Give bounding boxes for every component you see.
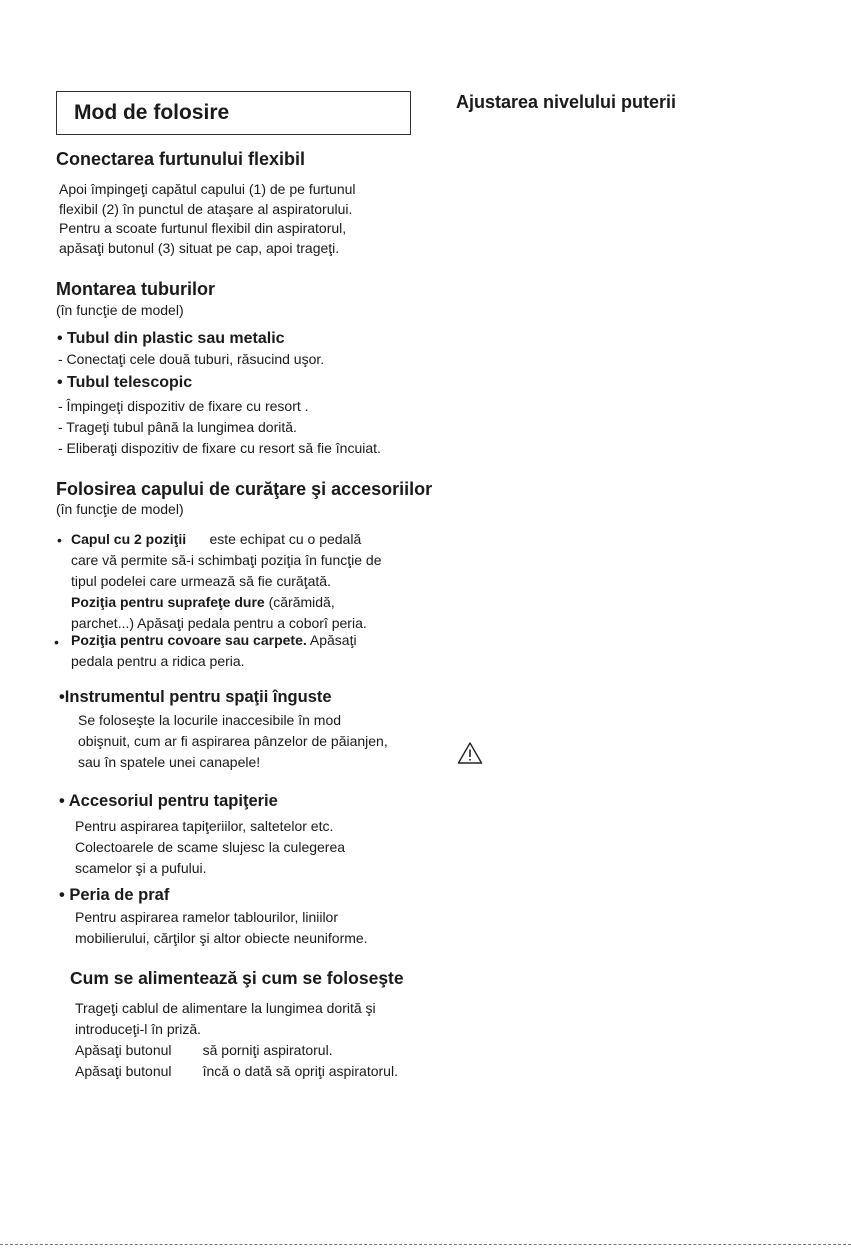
telescopic-list	[58, 396, 381, 459]
upholstery-heading: • Accesoriul pentru tapiţerie	[59, 792, 278, 810]
hard-rest: (cărămidă,	[264, 594, 335, 610]
bottom-divider	[0, 1244, 851, 1245]
dust-brush-paragraph	[75, 907, 368, 949]
hose-heading: Conectarea furtunului flexibil	[56, 149, 306, 169]
hose-line: Apoi împingeţi capătul capului (1) de pe furtunul	[59, 181, 356, 197]
dust-brush-line: Pentru aspirarea ramelor tablourilor, liniilor	[75, 909, 339, 925]
head-line: tipul podelei care urmează să fie curăţată.	[71, 573, 331, 589]
telescopic-line: - Trageţi tubul până la lungimea dorită.	[58, 419, 297, 435]
plastic-tube-heading: • Tubul din plastic sau metalic	[57, 330, 285, 347]
upholstery-line: scamelor şi a pufului.	[75, 860, 207, 876]
crevice-heading: •Instrumentul pentru spaţii înguste	[59, 688, 332, 706]
tubes-subtitle: (în funcţie de model)	[56, 302, 184, 318]
hard-bold: Poziţia pentru suprafeţe dure	[71, 594, 265, 610]
dust-brush-line: mobilierului, cărţilor şi altor obiecte neuniforme.	[75, 930, 368, 946]
head-line-1	[71, 529, 381, 550]
bullet-dot: •	[57, 532, 62, 548]
hose-paragraph	[59, 180, 356, 258]
power-line: introduceţi-l în priză.	[75, 1021, 202, 1037]
hard-line-1	[71, 592, 381, 613]
crevice-line: obişnuit, cum ar fi aspirarea pânzelor de păianjen,	[78, 733, 388, 749]
upholstery-paragraph	[75, 816, 345, 879]
hose-line: flexibil (2) în punctul de ataşare al aspiratorului.	[59, 200, 353, 217]
head-line: care vă permite să-i schimbaţi poziţia în funcţie de	[71, 552, 382, 568]
upholstery-line: Colectoarele de scame slujesc la culegerea	[75, 839, 346, 855]
tubes-heading: Montarea tuburilor	[56, 279, 216, 299]
accessories-heading: Folosirea capului de curăţare şi accesoriilor	[56, 479, 433, 499]
page-title: Mod de folosire	[74, 101, 230, 124]
accessories-subtitle: (în funcţie de model)	[56, 501, 184, 517]
power-heading: Cum se alimentează şi cum se foloseşte	[70, 968, 404, 988]
carpet-line-2: pedala pentru a ridica peria.	[71, 653, 245, 669]
telescopic-line: - Eliberaţi dispozitiv de fixare cu resort să fie încuiat.	[58, 440, 381, 456]
carpet-bold: Poziţia pentru covoare sau carpete.	[71, 632, 307, 648]
head-paragraph	[71, 529, 381, 634]
dust-brush-heading: • Peria de praf	[59, 886, 170, 904]
upholstery-line: Pentru aspirarea tapiţeriilor, saltetelor etc.	[75, 818, 334, 834]
head-bold: Capul cu 2 poziţii	[71, 531, 187, 547]
plastic-tube-line: - Conectaţi cele două tuburi, răsucind uşor.	[58, 351, 325, 367]
head-rest: este echipat cu o pedală	[186, 531, 362, 547]
crevice-line: Se foloseşte la locurile inaccesibile în mod	[78, 712, 342, 728]
carpet-line-1	[71, 630, 357, 651]
title-box	[56, 91, 411, 135]
carpet-rest: Apăsaţi	[306, 632, 357, 648]
power-line: Trageţi cablul de alimentare la lungimea dorită şi	[75, 1000, 376, 1016]
right-heading: Ajustarea nivelului puterii	[456, 92, 677, 112]
warning-triangle-icon	[457, 741, 483, 765]
telescopic-tube-heading: • Tubul telescopic	[57, 374, 193, 391]
crevice-line: sau în spatele unei canapele!	[78, 754, 261, 770]
power-line: Apăsaţi butonul să porniţi aspiratorul.	[75, 1042, 333, 1058]
telescopic-line: - Împingeţi dispozitiv de fixare cu resort .	[58, 398, 309, 414]
hard-line-2: parchet...) Apăsaţi pedala pentru a coborî peria.	[71, 615, 367, 631]
carpet-paragraph	[71, 630, 357, 672]
hose-line: apăsaţi butonul (3) situat pe cap, apoi trageţi.	[59, 239, 340, 256]
power-paragraph	[75, 998, 398, 1082]
crevice-paragraph	[78, 710, 388, 773]
hose-line: Pentru a scoate furtunul flexibil din aspiratorul,	[59, 220, 347, 236]
bullet-dot: •	[54, 634, 59, 650]
power-line: Apăsaţi butonul încă o dată să opriţi aspiratorul.	[75, 1063, 398, 1079]
